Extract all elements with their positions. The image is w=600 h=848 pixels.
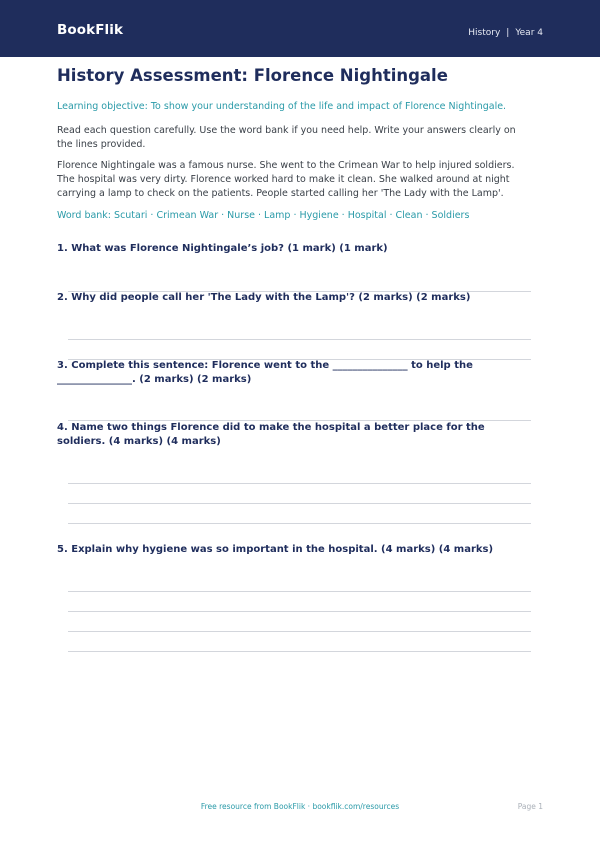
answer-line-5-3[interactable] xyxy=(68,631,531,632)
answer-line-5-1[interactable] xyxy=(68,591,531,592)
intro-section xyxy=(57,64,531,222)
answer-line-4-3[interactable] xyxy=(68,523,531,524)
learning-objective: Learning objective: To show your understanding of the life and impact of Florence Nightingale. xyxy=(57,101,507,112)
word-bank: Word bank: Scutari · Crimean War · Nurse · Lamp · Hygiene · Hospital · Clean · Soldiers xyxy=(57,210,470,221)
answer-line-5-2[interactable] xyxy=(68,611,531,612)
answer-line-4-2[interactable] xyxy=(68,503,531,504)
page-number: Page 1 xyxy=(517,802,543,811)
question-1: 1. What was Florence Nightingale’s job? (1 mark) (1 mark) xyxy=(57,243,388,254)
reading-passage: Florence Nightingale was a famous nurse. She went to the Crimean War to help injured soldiers. The hospital was very dirty. Florence worked hard to make it clean. She walked around at night carrying a lamp to check on the patients. People started calling her 'The Lady with the Lamp'. xyxy=(57,160,515,199)
answer-line-4-1[interactable] xyxy=(68,483,531,484)
question-4: 4. Name two things Florence did to make the hospital a better place for the soldiers. (4 marks) (4 marks) xyxy=(57,422,485,447)
header-separator: | xyxy=(506,28,510,38)
question-3: 3. Complete this sentence: Florence went to the _______________ to help the _______________. (2 marks) (2 marks) xyxy=(57,360,473,385)
answer-line-2-1[interactable] xyxy=(68,339,531,340)
brand-logo[interactable]: BookFlik xyxy=(57,22,124,38)
year-label: Year 4 xyxy=(515,28,543,38)
question-5: 5. Explain why hygiene was so important in the hospital. (4 marks) (4 marks) xyxy=(57,544,494,555)
header-bar xyxy=(0,0,600,57)
question-2: 2. Why did people call her 'The Lady with the Lamp'? (2 marks) (2 marks) xyxy=(57,292,471,303)
footer-link[interactable]: Free resource from BookFlik · bookflik.com/resources xyxy=(200,802,400,811)
page-title: History Assessment: Florence Nightingale xyxy=(57,66,448,85)
instructions: Read each question carefully. Use the word bank if you need help. Write your answers clearly on the lines provided. xyxy=(57,125,516,150)
subject-label: History xyxy=(468,28,501,38)
answer-line-5-4[interactable] xyxy=(68,651,531,652)
header-meta xyxy=(468,28,543,38)
